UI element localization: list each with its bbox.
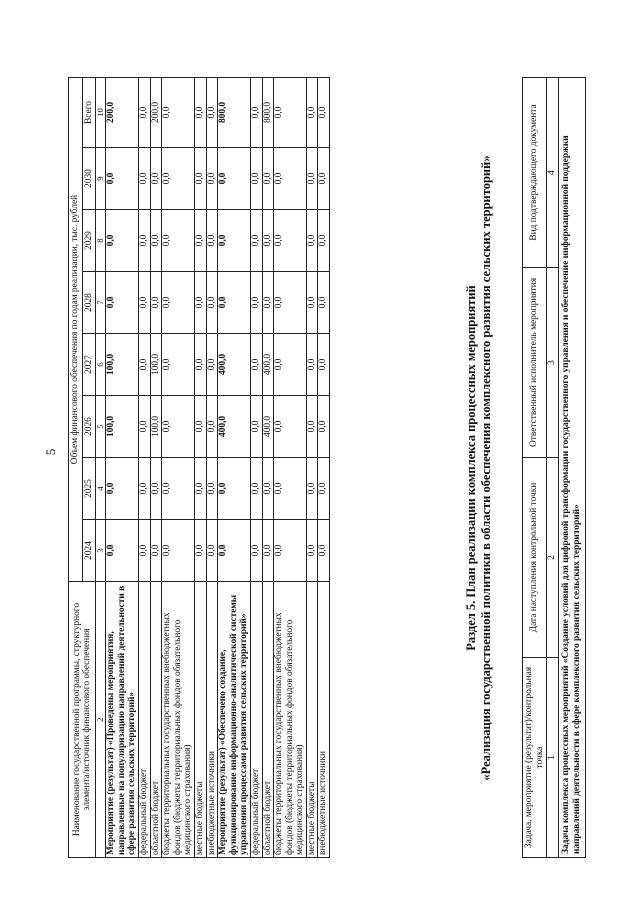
column-number: 10 — [96, 78, 106, 148]
year-value-cell: 0,0 — [106, 272, 139, 334]
year-value-cell: 0,0 — [218, 520, 251, 582]
row-name: областной бюджет — [262, 582, 274, 858]
row-name: федеральный бюджет — [138, 582, 150, 858]
year-value-cell: 0,0 — [250, 210, 262, 272]
year-header: 2029 — [82, 210, 96, 272]
year-value-cell: 0,0 — [306, 334, 318, 396]
year-value-cell: 0,0 — [194, 458, 206, 520]
plan-header-row — [523, 78, 547, 858]
total-value-cell: 0,0 — [138, 78, 150, 148]
year-value-cell: 0,0 — [162, 210, 195, 272]
year-value-cell: 0,0 — [262, 458, 274, 520]
year-value-cell: 0,0 — [318, 210, 330, 272]
column-number: 4 — [96, 458, 106, 520]
year-value-cell: 0,0 — [206, 272, 218, 334]
year-value-cell: 0,0 — [150, 272, 162, 334]
year-value-cell: 0,0 — [150, 520, 162, 582]
year-value-cell: 0,0 — [106, 148, 139, 210]
year-value-cell: 0,0 — [306, 148, 318, 210]
year-header: 2025 — [82, 458, 96, 520]
year-value-cell: 0,0 — [274, 148, 307, 210]
funding-source-row — [206, 78, 218, 858]
row-name: внебюджетные источники — [206, 582, 218, 858]
year-value-cell: 0,0 — [250, 520, 262, 582]
year-value-cell: 0,0 — [206, 520, 218, 582]
year-value-cell: 100,0 — [106, 396, 139, 458]
total-value-cell: 0,0 — [194, 78, 206, 148]
year-value-cell: 0,0 — [106, 458, 139, 520]
row-name: бюджеты территориальных государственных внебюджетных фондов (бюджеты территориальных фондов обязательного медицинского страхования) — [162, 582, 195, 858]
year-value-cell: 0,0 — [138, 458, 150, 520]
total-value-cell: 0,0 — [250, 78, 262, 148]
year-value-cell: 0,0 — [138, 272, 150, 334]
year-value-cell: 0,0 — [306, 210, 318, 272]
column-number: 3 — [96, 520, 106, 582]
measure-row — [106, 78, 139, 858]
year-value-cell: 0,0 — [274, 210, 307, 272]
year-value-cell: 0,0 — [138, 520, 150, 582]
year-value-cell: 0,0 — [206, 334, 218, 396]
year-value-cell: 400,0 — [262, 334, 274, 396]
year-value-cell: 0,0 — [194, 520, 206, 582]
column-number: 1 — [547, 658, 559, 858]
year-value-cell: 400,0 — [218, 396, 251, 458]
year-value-cell: 0,0 — [250, 272, 262, 334]
column-numbers-row — [96, 78, 106, 858]
total-value-cell: 200,0 — [150, 78, 162, 148]
year-value-cell: 0,0 — [206, 396, 218, 458]
year-value-cell: 0,0 — [194, 210, 206, 272]
year-value-cell: 100,0 — [106, 334, 139, 396]
document-column-header: Вид подтверждающего документа — [523, 78, 547, 268]
column-number: 7 — [96, 272, 106, 334]
year-value-cell: 0,0 — [206, 458, 218, 520]
section-title: Раздел 5. План реализации комплекса процессных мероприятий — [464, 285, 478, 651]
year-value-cell: 0,0 — [150, 210, 162, 272]
task-column-header: Задача, мероприятие (результат)/контрольная точка — [523, 658, 547, 858]
total-value-cell: 800,0 — [218, 78, 251, 148]
year-value-cell: 0,0 — [318, 148, 330, 210]
year-value-cell: 0,0 — [162, 334, 195, 396]
financing-table — [68, 77, 330, 858]
year-value-cell: 0,0 — [138, 334, 150, 396]
year-value-cell: 0,0 — [262, 210, 274, 272]
year-value-cell: 0,0 — [306, 520, 318, 582]
column-number: 6 — [96, 334, 106, 396]
funding-source-row — [250, 78, 262, 858]
column-number: 8 — [96, 210, 106, 272]
column-number: 2 — [547, 458, 559, 658]
column-number: 5 — [96, 396, 106, 458]
year-value-cell: 0,0 — [218, 148, 251, 210]
year-value-cell: 0,0 — [306, 458, 318, 520]
financing-table-body — [106, 78, 330, 858]
year-value-cell: 100,0 — [150, 334, 162, 396]
funding-source-row — [150, 78, 162, 858]
year-value-cell: 0,0 — [274, 272, 307, 334]
funding-source-row — [194, 78, 206, 858]
year-value-cell: 0,0 — [318, 520, 330, 582]
year-value-cell: 0,0 — [274, 396, 307, 458]
year-value-cell: 400,0 — [218, 334, 251, 396]
year-header: 2024 — [82, 520, 96, 582]
section-subtitle: «Реализация государственной политики в области обеспечения комплексного развития сельских территорий» — [478, 155, 493, 781]
year-value-cell: 0,0 — [318, 334, 330, 396]
year-value-cell: 0,0 — [106, 520, 139, 582]
year-value-cell: 0,0 — [162, 148, 195, 210]
year-value-cell: 0,0 — [206, 148, 218, 210]
year-value-cell: 0,0 — [194, 148, 206, 210]
year-value-cell: 0,0 — [162, 520, 195, 582]
page-number: 5 — [43, 448, 58, 456]
year-value-cell: 0,0 — [138, 148, 150, 210]
year-value-cell: 0,0 — [318, 272, 330, 334]
year-value-cell: 0,0 — [218, 210, 251, 272]
year-value-cell: 400,0 — [262, 396, 274, 458]
task-row — [559, 78, 586, 858]
total-value-cell: 0,0 — [162, 78, 195, 148]
total-value-cell: 200,0 — [106, 78, 139, 148]
funding-source-row — [306, 78, 318, 858]
year-value-cell: 0,0 — [262, 272, 274, 334]
rotated-page-content — [68, 38, 628, 858]
name-column-header: Наименование государственной программы, структурного элемента/источник финансового обеспечения — [69, 582, 96, 858]
funding-source-row — [274, 78, 307, 858]
column-number: 3 — [547, 268, 559, 458]
section-heading — [464, 78, 493, 858]
year-value-cell: 0,0 — [250, 148, 262, 210]
row-name: бюджеты территориальных государственных внебюджетных фондов (бюджеты территориальных фондов обязательного медицинского страхования) — [274, 582, 307, 858]
year-header: 2030 — [82, 148, 96, 210]
year-value-cell: 0,0 — [262, 148, 274, 210]
funding-source-row — [162, 78, 195, 858]
year-value-cell: 0,0 — [250, 396, 262, 458]
year-value-cell: 0,0 — [206, 210, 218, 272]
executor-column-header: Ответственный исполнитель мероприятия — [523, 268, 547, 458]
year-value-cell: 0,0 — [250, 334, 262, 396]
year-value-cell: 0,0 — [162, 396, 195, 458]
year-value-cell: 0,0 — [262, 520, 274, 582]
total-value-cell: 0,0 — [318, 78, 330, 148]
year-value-cell: 0,0 — [306, 396, 318, 458]
row-name: Мероприятие (результат) «Обеспечено создание, функционирование информационно-аналитической системы управления процессами развития сельских территорий» — [218, 582, 251, 858]
year-value-cell: 0,0 — [274, 520, 307, 582]
column-number: 9 — [96, 148, 106, 210]
year-header: 2027 — [82, 334, 96, 396]
year-value-cell: 0,0 — [250, 458, 262, 520]
task-text: Задача комплекса процессных мероприятий «Создание условий для цифровой трансформации государственного управления и обеспечение информационной поддержки направлений деятельности в сфере комплексного развития сельских территорий» — [559, 78, 586, 858]
row-name: Мероприятие (результат) «Проведены мероприятия, направленные на популяризацию направлений деятельности в сфере развития сельских территорий» — [106, 582, 139, 858]
year-value-cell: 0,0 — [194, 334, 206, 396]
plan-column-numbers-row — [547, 78, 559, 858]
year-value-cell: 0,0 — [194, 396, 206, 458]
year-value-cell: 0,0 — [150, 148, 162, 210]
year-value-cell: 0,0 — [162, 272, 195, 334]
year-value-cell: 0,0 — [274, 458, 307, 520]
year-value-cell: 0,0 — [150, 458, 162, 520]
total-value-cell: 0,0 — [306, 78, 318, 148]
measure-row — [218, 78, 251, 858]
row-name: федеральный бюджет — [250, 582, 262, 858]
date-column-header: Дата наступления контрольной точки — [523, 458, 547, 658]
year-value-cell: 0,0 — [194, 272, 206, 334]
year-value-cell: 100,0 — [150, 396, 162, 458]
total-value-cell: 800,0 — [262, 78, 274, 148]
year-header: 2028 — [82, 272, 96, 334]
year-value-cell: 0,0 — [162, 458, 195, 520]
row-name: местные бюджеты — [306, 582, 318, 858]
row-name: областной бюджет — [150, 582, 162, 858]
year-value-cell: 0,0 — [218, 272, 251, 334]
financing-header-row — [69, 78, 83, 858]
total-value-cell: 0,0 — [206, 78, 218, 148]
total-value-cell: 0,0 — [274, 78, 307, 148]
row-name: внебюджетные источники — [318, 582, 330, 858]
year-value-cell: 0,0 — [306, 272, 318, 334]
year-value-cell: 0,0 — [106, 210, 139, 272]
row-name: местные бюджеты — [194, 582, 206, 858]
plan-table — [522, 77, 586, 858]
year-value-cell: 0,0 — [218, 458, 251, 520]
total-header: Всего — [82, 78, 96, 148]
funding-source-row — [262, 78, 274, 858]
year-header: 2026 — [82, 396, 96, 458]
year-value-cell: 0,0 — [138, 396, 150, 458]
column-number: 4 — [547, 78, 559, 268]
funding-source-row — [318, 78, 330, 858]
column-number: 2 — [96, 582, 106, 858]
volume-group-header: Объем финансового обеспечения по годам реализации, тыс. рублей — [69, 78, 83, 582]
funding-source-row — [138, 78, 150, 858]
year-value-cell: 0,0 — [318, 396, 330, 458]
year-value-cell: 0,0 — [138, 210, 150, 272]
year-value-cell: 0,0 — [318, 458, 330, 520]
year-value-cell: 0,0 — [274, 334, 307, 396]
